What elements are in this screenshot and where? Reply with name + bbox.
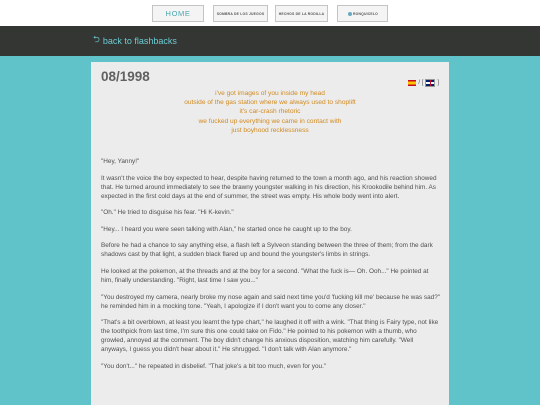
story-paragraph: It wasn't the voice the boy expected to hear, despite having returned to the town a month ago, and his reaction showed that. He turned around immediately to see the brawny youngster walking in his direction, his Krookodile behind him. As expected in the first cold days at the end of summer, the street was empty. His whole body went into alert. <box>101 174 437 200</box>
nav-button-sombra[interactable]: SOMBRA DE LOS JUEGOS <box>213 5 268 22</box>
lyric-line: it's car-crash rhetoric <box>239 108 301 116</box>
story-paragraph: "Hey... I heard you were seen talking with Alan," he started once he caught up to the boy. <box>101 225 352 233</box>
nav-button-hechos[interactable]: HECHOS DE LA RODILLA <box>275 5 328 22</box>
top-nav-bar <box>0 0 540 26</box>
english-flag-icon[interactable] <box>425 79 435 87</box>
lyric-line: i've got images of you inside my head <box>215 90 325 97</box>
post-date: 08/1998 <box>101 69 150 84</box>
header-bar <box>0 26 540 56</box>
lang-separator: / [ <box>418 79 424 86</box>
story-paragraph: Before he had a chance to say anything else, a flash left a Sylveon standing between the three of them; from the dark shadows cast by that light, a sudden black flared up and bound the youngster's limbs in strings. <box>101 242 433 259</box>
story-paragraph: "You destroyed my camera, nearly broke my nose again and said next time you'd 'fucking kill me' because he was sad?" he reminded him in a mocking tone. "Yeah, I apologize if I don't want you to come any closer." <box>101 293 441 310</box>
story-paragraph: "Hey, Yanny!" <box>101 158 140 165</box>
story-paragraph: He looked at the pokemon, at the threads and at the boy for a second. "What the fuck is— Oh. Ooh..." He pointed at him, finally understanding. "Right, last time I saw you..." <box>101 267 429 284</box>
story-paragraph: "That's a bit overblown, at least you learnt the type chart," he laughed it off with a wink. "That thing is Fairy type, not like the toothpick from last time, I'm sure this one could take on Fido." He pointed to his pokemon with a thumb, who growled, annoyed at the comment. The boy didn't change his anxious disposition, watching him carefully. "Well anyways, I guess you didn't hear about it." He shrugged. "I don't talk with Alan anymore." <box>101 319 439 354</box>
lyric-line: we fucked up everything we came in contact with <box>198 117 342 125</box>
language-switcher <box>408 79 439 87</box>
spanish-flag-icon[interactable] <box>408 80 416 86</box>
logo-icon <box>348 12 352 16</box>
lyric-line: just boyhood recklessness <box>231 126 309 134</box>
back-link-label: back to flashbacks <box>102 36 177 46</box>
lyric-line: outside of the gas station where we always used to shoplift <box>184 99 356 107</box>
post-panel <box>91 62 449 405</box>
lyrics-block <box>91 89 449 135</box>
back-to-flashbacks-link[interactable] <box>93 34 177 48</box>
nav-button-ronquicelo-label: RONQUICELO <box>353 11 378 16</box>
nav-button-ronquicelo[interactable] <box>337 5 388 22</box>
home-button[interactable]: HOME <box>152 5 204 22</box>
story-paragraph: "Oh." He tried to disguise his fear. "Hi K-kevin." <box>101 209 234 217</box>
back-arrow-icon: ⮌ <box>93 34 100 44</box>
story-paragraph: "You don't..." he repeated in disbelief. "That joke's a bit too much, even for you." <box>101 362 327 370</box>
story-text <box>101 157 441 378</box>
lang-end: ] <box>437 79 439 86</box>
